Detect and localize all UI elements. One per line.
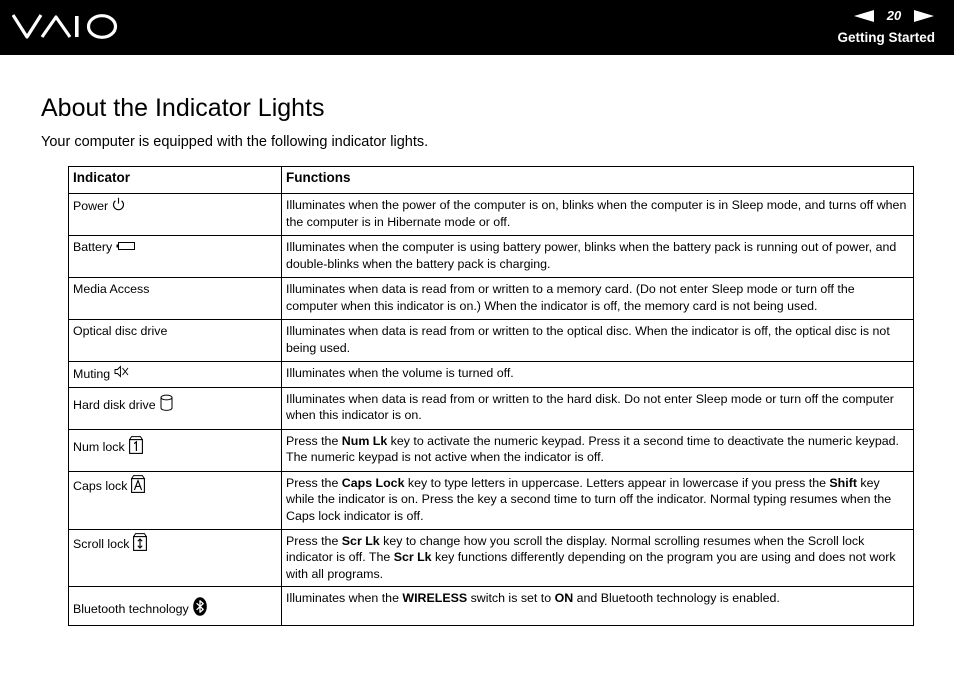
function-cell xyxy=(282,429,914,471)
indicator-cell xyxy=(69,529,282,587)
function-text: and Bluetooth technology is enabled. xyxy=(573,591,780,605)
key-name: ON xyxy=(554,591,574,605)
function-cell xyxy=(282,387,914,429)
intro-text: Your computer is equipped with the following indicator lights. xyxy=(41,134,429,150)
key-name: Caps Lock xyxy=(341,475,405,490)
function-text: Press the xyxy=(286,475,342,490)
indicator-cell xyxy=(69,236,282,278)
indicator-label-group xyxy=(73,436,143,459)
function-cell xyxy=(282,362,914,388)
num-lock-icon xyxy=(129,436,143,459)
function-text: switch is set to xyxy=(467,591,555,605)
column-header-functions: Functions xyxy=(282,167,914,194)
key-name: Scr Lk xyxy=(341,533,380,548)
indicator-label-group xyxy=(73,197,125,216)
table-row xyxy=(69,236,914,278)
indicator-cell xyxy=(69,362,282,388)
function-cell xyxy=(282,587,914,626)
hard-disk-icon xyxy=(160,394,173,417)
function-text: Illuminates when data is read from or written to a memory card. (Do not enter Sleep mode or turn off the computer when this indicator is on.) When the indicator is off, the memory card is not being used. xyxy=(286,282,855,313)
page-title: About the Indicator Lights xyxy=(41,94,325,122)
indicator-label-group xyxy=(73,281,149,298)
table-header-row xyxy=(69,167,914,194)
triangle-left-icon[interactable] xyxy=(854,10,874,22)
function-text: Illuminates when the xyxy=(286,591,403,605)
indicator-label-group xyxy=(73,323,167,340)
indicator-label-group xyxy=(73,597,207,621)
table-row xyxy=(69,194,914,236)
function-text: Press the xyxy=(286,433,342,448)
function-cell xyxy=(282,320,914,362)
function-text: key to type letters in uppercase. Letters appear in lowercase if you press the xyxy=(404,475,830,490)
table-row xyxy=(69,429,914,471)
indicator-name-battery: Battery xyxy=(73,240,113,254)
key-name: Shift xyxy=(829,475,857,490)
function-text: Illuminates when data is read from or written to the hard disk. Do not enter Sleep mode or turn off the computer when this indicator is on. xyxy=(286,391,894,422)
function-cell xyxy=(282,194,914,236)
function-text: Illuminates when the power of the computer is on, blinks when the computer is in Sleep mode, and turns off when the computer is in Hibernate mode or off. xyxy=(286,198,907,229)
indicator-cell xyxy=(69,320,282,362)
indicator-name-muting: Muting xyxy=(73,366,111,381)
function-text: Illuminates when data is read from or written to the optical disc. When the indicator is off, the optical disc is not being used. xyxy=(286,324,890,355)
indicator-name-hard-disk-drive: Hard disk drive xyxy=(73,397,156,412)
section-title: Getting Started xyxy=(837,30,935,45)
function-cell xyxy=(282,471,914,529)
function-text: Illuminates when the computer is using battery power, blinks when the battery pack is running out of power, and double-blinks when the battery pack is charging. xyxy=(286,240,897,271)
table-row xyxy=(69,278,914,320)
function-text: key to change how you scroll the display. Normal scrolling resumes when the Scroll lock indicator is off. The xyxy=(286,533,865,564)
function-cell xyxy=(282,278,914,320)
header-bar xyxy=(0,0,954,55)
function-text: key while the indicator is on. Press the key a second time to turn off the indicator. Normal typing resumes when the Caps lock indicator is off. xyxy=(286,475,892,523)
table-row xyxy=(69,471,914,529)
triangle-right-icon[interactable] xyxy=(914,10,934,22)
indicator-cell xyxy=(69,587,282,626)
indicator-cell xyxy=(69,194,282,236)
indicator-name-media-access: Media Access xyxy=(73,282,150,296)
caps-lock-icon xyxy=(131,475,145,498)
function-cell xyxy=(282,529,914,587)
function-cell xyxy=(282,236,914,278)
indicator-label-group xyxy=(73,394,173,417)
indicator-label-group xyxy=(73,239,135,256)
key-name: WIRELESS xyxy=(402,591,468,605)
indicator-table xyxy=(68,166,914,626)
indicator-cell xyxy=(69,278,282,320)
indicator-label-group xyxy=(73,365,129,383)
function-text: Illuminates when the volume is turned off. xyxy=(286,366,514,380)
page-number: 20 xyxy=(886,8,902,23)
table-row xyxy=(69,529,914,587)
indicator-name-caps-lock: Caps lock xyxy=(73,478,128,493)
indicator-name-num-lock: Num lock xyxy=(73,439,125,454)
power-icon xyxy=(112,197,125,216)
bluetooth-icon xyxy=(193,597,207,621)
indicator-label-group xyxy=(73,475,145,498)
key-name: Num Lk xyxy=(341,433,388,448)
scroll-lock-icon xyxy=(133,533,147,556)
key-name: Scr Lk xyxy=(393,550,432,564)
function-text: key functions differently depending on the program you are using and does not work with all programs. xyxy=(286,550,896,581)
indicator-label-group xyxy=(73,533,147,556)
indicator-name-bluetooth-technology: Bluetooth technology xyxy=(73,601,189,616)
indicator-cell xyxy=(69,387,282,429)
muting-icon xyxy=(114,365,129,383)
function-text: Press the xyxy=(286,533,342,548)
indicator-name-power: Power xyxy=(73,199,109,213)
indicator-cell xyxy=(69,471,282,529)
indicator-name-scroll-lock: Scroll lock xyxy=(73,536,130,551)
function-text: key to activate the numeric keypad. Press it a second time to deactivate the numeric keypad. The numeric keypad is not active when the indicator is off. xyxy=(286,433,899,464)
indicator-cell xyxy=(69,429,282,471)
table-row xyxy=(69,387,914,429)
table-row xyxy=(69,362,914,388)
table-row xyxy=(69,587,914,626)
column-header-indicator: Indicator xyxy=(69,167,282,194)
indicator-name-optical-disc-drive: Optical disc drive xyxy=(73,324,168,338)
page-navigation xyxy=(854,8,934,23)
battery-icon xyxy=(116,239,135,256)
table-row xyxy=(69,320,914,362)
vaio-logo xyxy=(12,12,120,42)
